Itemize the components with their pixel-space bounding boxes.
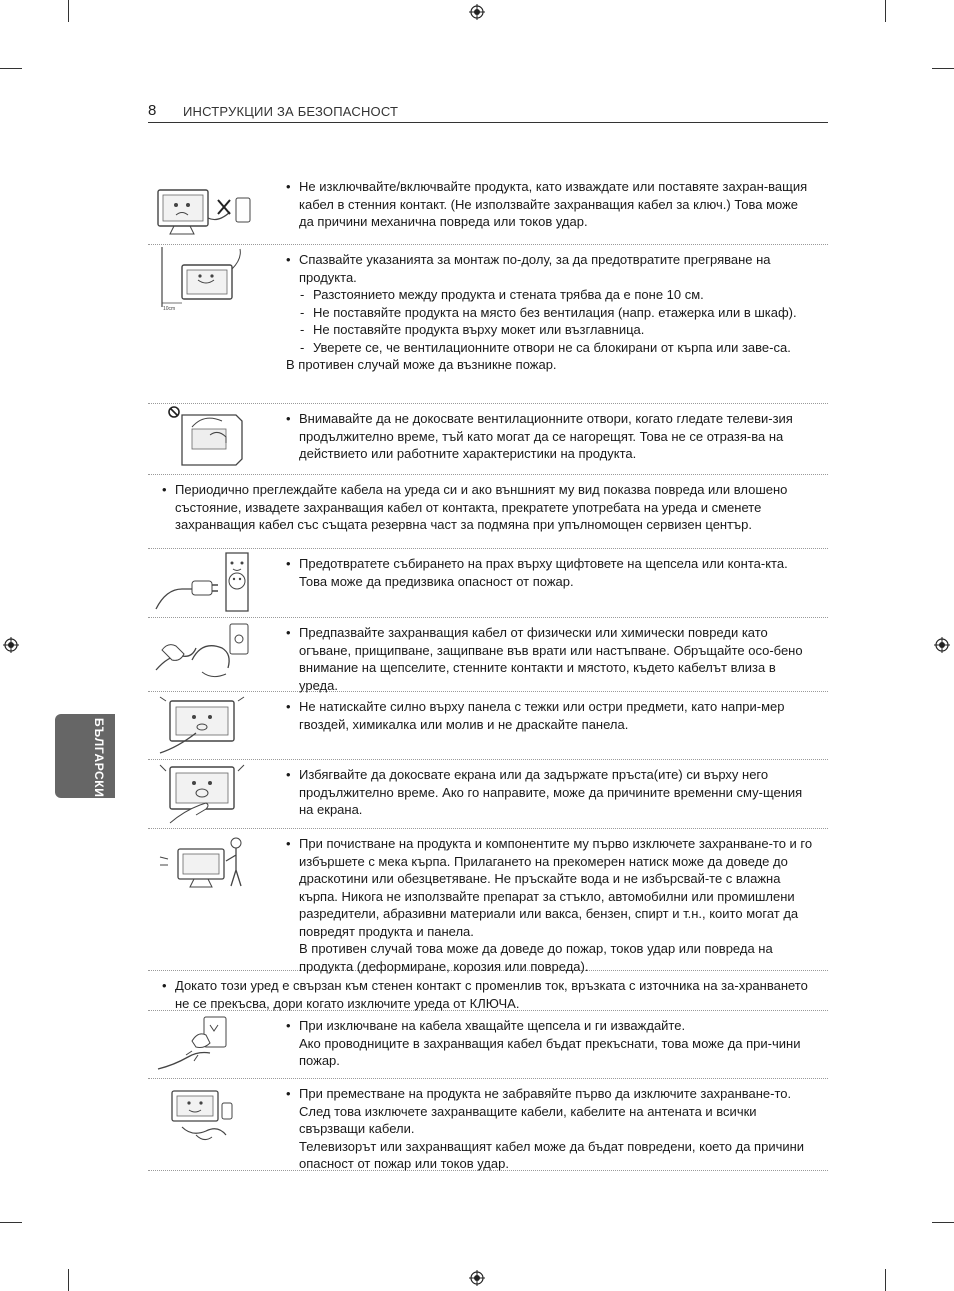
instruction-subitem: - Не поставяйте продукта върху мокет или възглавница. — [286, 321, 814, 339]
tv-cleaning-illustration — [152, 835, 256, 901]
safety-item — [148, 829, 828, 974]
instruction-text: • Докато този уред е свързан към стенен контакт с променлив ток, връзката с източника на за-хранването не се прекъсва, дори когато изключите уреда от КЛЮЧА. — [162, 977, 814, 1012]
safety-item — [148, 549, 828, 618]
safety-item — [148, 618, 828, 692]
cable-damage-illustration — [152, 620, 256, 686]
crop-mark — [932, 68, 954, 69]
instruction-text: • При почистване на продукта и компонентите му първо изключете захранване-то и го избършете с мека кърпа. Прилагането на прекомерен натиск може да доведе до драскотини или обезцветяване. Не пръскайте вода и не избърсвай-те с влажна кърпа. Никога не използвайте препарат за стъкло, автомобилни или промишлени разредители, абразивни материали или вакса, бензен, спирт и т.н., които могат да повредят продукта и панела. — [286, 835, 814, 940]
page-header — [148, 100, 828, 123]
safety-item — [148, 245, 828, 404]
instruction-text: • При изключване на кабела хващайте щепсела и ги изваждайте. — [286, 1017, 814, 1035]
safety-item — [148, 1011, 828, 1079]
tv-panel-press-illustration — [152, 693, 256, 759]
crop-mark — [0, 1222, 22, 1223]
instruction-subitem: - Уверете се, че вентилационните отвори не са блокирани от кърпа или заве-са. — [286, 339, 814, 357]
tv-wall-distance-illustration — [152, 247, 256, 313]
safety-item — [148, 760, 828, 829]
safety-item — [148, 172, 828, 245]
safety-item — [148, 475, 828, 549]
instruction-text: • Предпазвайте захранващия кабел от физически или химически повреди като огъване, прищипване, защипване във врати или настъпване. Обръщайте осо-бено внимание на щепселите, стенните контакти и мястото, където кабелът влиза в уреда. — [286, 624, 814, 694]
language-tab-label: БЪЛГАРСКИ — [92, 718, 106, 798]
plug-dust-illustration — [152, 549, 256, 615]
instruction-text: • Избягвайте да докосвате екрана или да задържате пръста(ите) си върху него продължително време. Ако го направите, може да причините временни сму-щения на екрана. — [286, 766, 814, 819]
instruction-subitem: - Не поставяйте продукта на място без вентилация (напр. етажерка или в шкаф). — [286, 304, 814, 322]
crop-mark — [0, 68, 22, 69]
instruction-text: • Не изключвайте/включвайте продукта, като изваждате или поставяте захран-ващия кабел в стенния контакт. (Не използвайте захранващия кабел за ключ.) Това може да причини механична повреда или токов удар. — [286, 178, 814, 231]
crop-mark — [885, 1269, 886, 1291]
instruction-note: Това може да предизвика опасност от пожар. — [299, 573, 574, 589]
hold-plug-illustration — [152, 1011, 256, 1077]
instruction-text: • Предотвратете събирането на прах върху щифтовете на щепсела или конта-кта. — [286, 555, 814, 573]
crop-mark — [68, 1269, 69, 1291]
registration-mark-icon — [3, 637, 19, 653]
distance-label: 10cm — [163, 306, 176, 312]
instruction-note: В противен случай това може да доведе до пожар, токов удар или повреда на продукта (деформиране, корозия или повреда). — [299, 941, 773, 974]
instruction-text: • Не натискайте силно върху панела с тежки или остри предмети, като напри-мер гвоздей, химикалка или молив и не драскайте панела. — [286, 698, 814, 733]
safety-item — [148, 971, 828, 1011]
safety-item — [148, 404, 828, 475]
registration-mark-icon — [469, 4, 485, 20]
safety-item — [148, 1079, 828, 1171]
safety-instructions-list — [148, 172, 828, 1171]
instruction-note: В противен случай може да възникне пожар. — [286, 357, 557, 372]
instruction-text: • Периодично преглеждайте кабела на уреда си и ако външният му вид показва повреда или влошено състояние, извадете захранващия кабел от контакта, прекратете употребата на уреда и сменете захранващия кабел със същата резервна част за подмяна при упълномощен сервизен център. — [162, 481, 814, 534]
instruction-note: Телевизорът или захранващият кабел може да бъдат повредени, което да причини опасност от пожар или токов удар. — [299, 1138, 805, 1171]
registration-mark-icon — [934, 637, 950, 653]
instruction-note: Ако проводниците в захранващия кабел бъдат прекъснати, това може да при-чини пожар. — [299, 1035, 801, 1068]
instruction-subitem: - Разстоянието между продукта и стената трябва да е поне 10 см. — [286, 286, 814, 304]
registration-mark-icon — [469, 1270, 485, 1286]
crop-mark — [68, 0, 69, 22]
instruction-text: • Внимавайте да не докосвате вентилационните отвори, когато гледате телеви-зия продължително време, тъй като могат да се нагорещят. Това не се отразя-ва на действието или работните характеристики на продукта. — [286, 410, 814, 463]
crop-mark — [885, 0, 886, 22]
page-number: 8 — [148, 102, 157, 119]
language-tab — [55, 714, 115, 798]
instruction-text: • При преместване на продукта не забравяйте първо да изключите захранване-то. След това изключете захранващите кабели, кабелите на антената и всички свързващи кабели. — [286, 1085, 814, 1138]
tv-moving-cables-illustration — [152, 1083, 256, 1149]
crop-mark — [932, 1222, 954, 1223]
page-title: ИНСТРУКЦИИ ЗА БЕЗОПАСНОСТ — [183, 104, 399, 119]
safety-item — [148, 692, 828, 760]
instruction-text: • Спазвайте указанията за монтаж по-долу, за да предотвратите прегряване на продукта. — [286, 251, 814, 286]
tv-unplug-plug-illustration — [152, 178, 256, 244]
tv-vent-no-touch-illustration — [152, 405, 256, 471]
tv-screen-finger-illustration — [152, 761, 256, 827]
